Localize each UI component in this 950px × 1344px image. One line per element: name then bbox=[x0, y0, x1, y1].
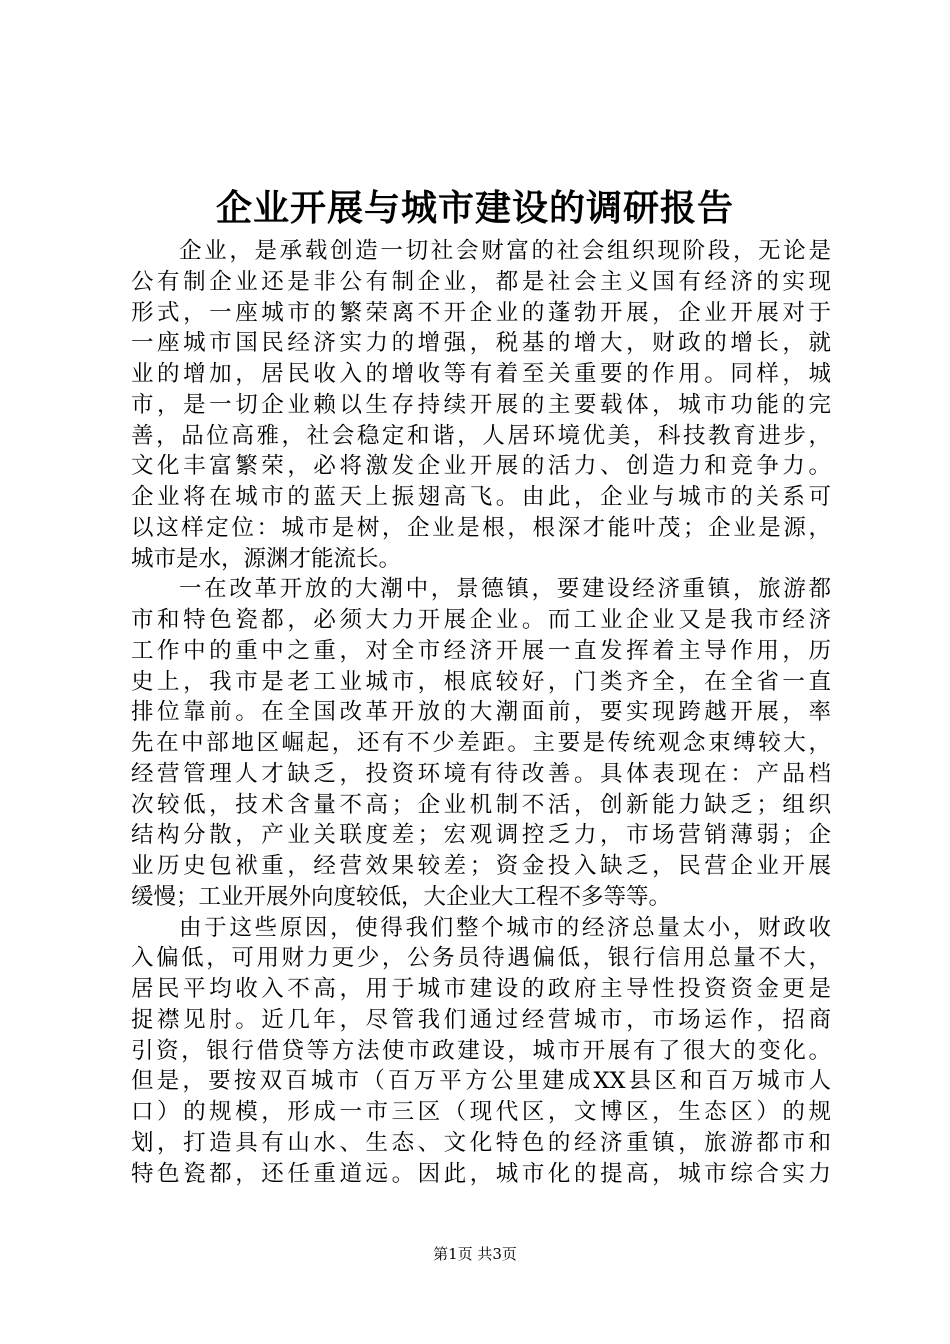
paragraph-line: 公有制企业还是非公有制企业，都是社会主义国有经济的实现 bbox=[131, 268, 831, 295]
paragraph-line: 文化丰富繁荣，必将激发企业开展的活力、创造力和竞争力。 bbox=[131, 453, 831, 480]
paragraph-line: 工作中的重中之重，对全市经济开展一直发挥着主导作用，历 bbox=[131, 637, 831, 664]
paragraph-line: 一在改革开放的大潮中，景德镇，要建设经济重镇，旅游都 bbox=[179, 576, 831, 603]
paragraph-line: 经营管理人才缺乏，投资环境有待改善。具体表现在：产品档 bbox=[131, 760, 831, 787]
document-body bbox=[131, 236, 831, 1189]
paragraph-line: 企业将在城市的蓝天上振翅高飞。由此，企业与城市的关系可 bbox=[131, 484, 831, 510]
paragraph-line: 形式，一座城市的繁荣离不开企业的蓬勃开展，企业开展对于 bbox=[131, 299, 831, 326]
paragraph-line: 市，是一切企业赖以生存持续开展的主要载体，城市功能的完 bbox=[131, 391, 831, 418]
paragraph-2 bbox=[131, 574, 831, 912]
paragraph-line: 捉襟见肘。近几年，尽管我们通过经营城市，市场运作，招商 bbox=[131, 1006, 831, 1033]
paragraph-line: 史上，我市是老工业城市，根底较好，门类齐全，在全省一直 bbox=[131, 668, 831, 695]
paragraph-line: 业历史包袱重，经营效果较差；资金投入缺乏，民营企业开展 bbox=[131, 853, 831, 879]
paragraph-line: 口）的规模，形成一市三区（现代区，文博区，生态区）的规 bbox=[131, 1099, 831, 1125]
paragraph-line: 但是，要按双百城市（百万平方公里建成XX县区和百万城市人 bbox=[131, 1068, 831, 1095]
paragraph-line: 一座城市国民经济实力的增强，税基的增大，财政的增长，就 bbox=[131, 330, 831, 357]
paragraph-line: 先在中部地区崛起，还有不少差距。主要是传统观念束缚较大， bbox=[131, 730, 831, 756]
paragraph-line: 排位靠前。在全国改革开放的大潮面前，要实现跨越开展，率 bbox=[131, 699, 831, 726]
page-title: 企业开展与城市建设的调研报告 bbox=[215, 187, 734, 229]
paragraph-line: 居民平均收入不高，用于城市建设的政府主导性投资资金更是 bbox=[131, 976, 831, 1002]
paragraph-line: 企业，是承载创造一切社会财富的社会组织现阶段，无论是 bbox=[179, 238, 831, 264]
paragraph-line: 由于这些原因，使得我们整个城市的经济总量太小，财政收 bbox=[179, 914, 831, 941]
paragraph-line: 以这样定位：城市是树，企业是根，根深才能叶茂；企业是源， bbox=[131, 514, 831, 541]
paragraph-line: 划，打造具有山水、生态、文化特色的经济重镇，旅游都市和 bbox=[131, 1129, 831, 1156]
paragraph-1 bbox=[131, 236, 831, 574]
paragraph-line: 缓慢；工业开展外向度较低，大企业大工程不多等等。 bbox=[131, 883, 672, 910]
paragraph-line: 结构分散，产业关联度差；宏观调控乏力，市场营销薄弱；企 bbox=[131, 822, 831, 849]
paragraph-line: 市和特色瓷都，必须大力开展企业。而工业企业又是我市经济 bbox=[131, 607, 831, 633]
paragraph-line: 引资，银行借贷等方法使市政建设，城市开展有了很大的变化。 bbox=[131, 1037, 831, 1064]
paragraph-line: 次较低，技术含量不高；企业机制不活，创新能力缺乏；组织 bbox=[131, 791, 831, 818]
paragraph-3 bbox=[131, 913, 831, 1190]
paragraph-line: 城市是水，源渊才能流长。 bbox=[131, 545, 402, 572]
page-footer: 第1页 共3页 bbox=[433, 1245, 517, 1263]
paragraph-line: 业的增加，居民收入的增收等有着至关重要的作用。同样，城 bbox=[131, 361, 831, 387]
paragraph-line: 特色瓷都，还任重道远。因此，城市化的提高，城市综合实力 bbox=[131, 1160, 831, 1187]
paragraph-line: 善，品位高雅，社会稳定和谐，人居环境优美，科技教育进步， bbox=[131, 422, 831, 449]
paragraph-line: 入偏低，可用财力更少，公务员待遇偏低，银行信用总量不大， bbox=[131, 945, 831, 972]
